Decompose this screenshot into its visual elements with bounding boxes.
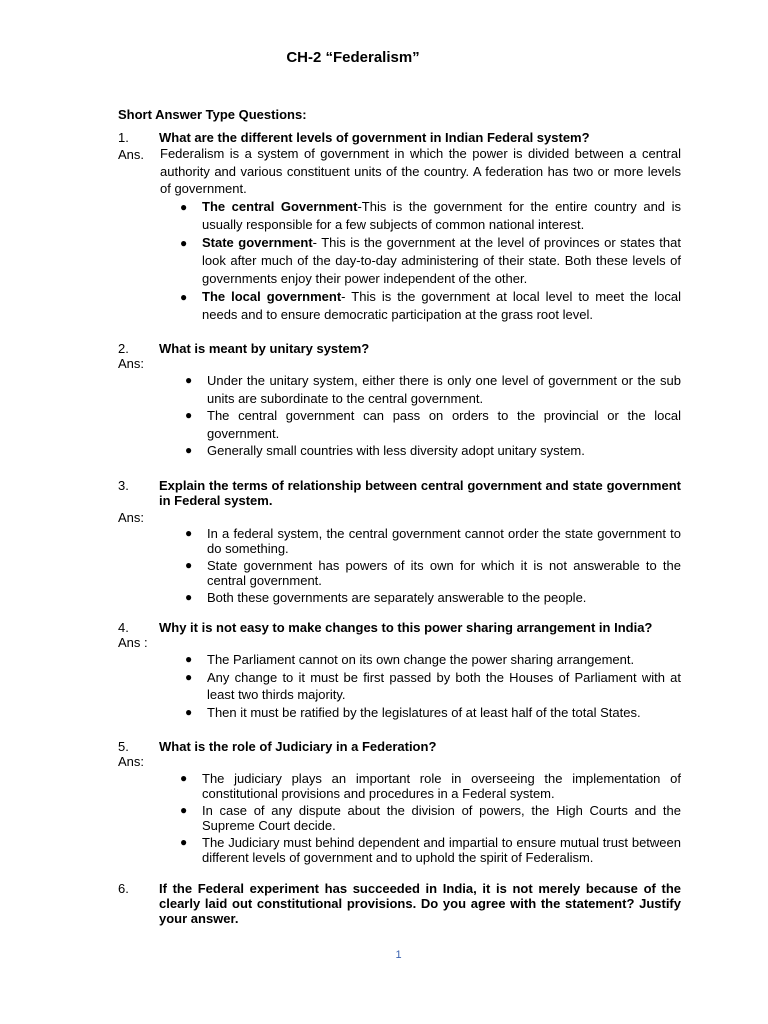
- question-text: What are the different levels of government in Indian Federal system?: [159, 130, 590, 145]
- bullet-icon: ●: [185, 652, 193, 666]
- question-6: [118, 881, 681, 926]
- page-number: 1: [395, 949, 402, 961]
- list-item: ● The judiciary plays an important role in overseeing the implementation of constitutional provisions and procedures in a Federal system.: [180, 771, 681, 801]
- bullet-icon: ●: [185, 558, 193, 572]
- question-text: If the Federal experiment has succeeded in India, it is not merely because of the clearly laid out constitutional provisions. Do you agree with the statement? Justify your answer.: [159, 881, 681, 926]
- list-item: ● Then it must be ratified by the legislatures of at least half of the total States.: [185, 704, 641, 720]
- question-number: 4.: [118, 620, 129, 635]
- question-5: [118, 739, 681, 754]
- bullet-icon: ●: [185, 408, 193, 422]
- answer-label: Ans:: [118, 754, 145, 769]
- list-item: ● The central government can pass on orders to the provincial or the local government.: [185, 408, 681, 441]
- answer-5-list: [180, 771, 681, 865]
- question-1: [118, 130, 681, 145]
- bullet-icon: ●: [185, 590, 193, 604]
- bullet-icon: ●: [180, 236, 188, 250]
- bullet-icon: ●: [180, 771, 188, 785]
- answer-3-list: [185, 526, 681, 605]
- answer-4-list: [185, 651, 681, 721]
- answer-label: Ans.: [118, 147, 145, 162]
- bullet-icon: ●: [185, 526, 193, 540]
- question-text: Explain the terms of relationship between central government and state government in Federal system.: [159, 478, 681, 508]
- list-item: ● In case of any dispute about the division of powers, the High Courts and the Supreme Court decide.: [180, 803, 681, 833]
- bullet-icon: ●: [185, 669, 193, 684]
- list-item: ● Under the unitary system, either there is only one level of government or the sub units are subordinate to the central government.: [185, 373, 681, 406]
- question-text: What is meant by unitary system?: [159, 341, 370, 356]
- bullet-icon: ●: [180, 803, 188, 817]
- list-item: ● State government has powers of its own for which it is not answerable to the central government.: [185, 558, 681, 588]
- question-number: 6.: [118, 881, 129, 896]
- question-number: 2.: [118, 341, 129, 356]
- page-title: CH-2 “Federalism”: [286, 49, 420, 66]
- list-item: ● The central Government-This is the government for the entire country and is usually responsible for a few subjects of common national interest.: [180, 199, 681, 232]
- question-number: 5.: [118, 739, 129, 754]
- answer-1-list: [180, 198, 681, 324]
- question-4: [118, 620, 681, 635]
- bullet-icon: ●: [185, 443, 193, 457]
- list-item: ● The local government- This is the government at local level to meet the local needs and to ensure democratic participation at the grass root level.: [180, 289, 681, 322]
- list-item: ● In a federal system, the central government cannot order the state government to do something.: [185, 526, 681, 556]
- answer-label: Ans:: [118, 356, 145, 371]
- bullet-icon: ●: [185, 373, 193, 387]
- bullet-icon: ●: [185, 704, 193, 719]
- section-heading: Short Answer Type Questions:: [118, 107, 307, 122]
- question-number: 3.: [118, 478, 129, 493]
- list-item: ● The Judiciary must behind dependent and impartial to ensure mutual trust between different levels of government and to uphold the spirit of Federalism.: [180, 835, 681, 865]
- list-item: ● The Parliament cannot on its own change the power sharing arrangement.: [185, 652, 635, 667]
- question-text: What is the role of Judiciary in a Federation?: [159, 739, 437, 754]
- question-number: 1.: [118, 130, 129, 145]
- question-2: [118, 341, 681, 356]
- bullet-icon: ●: [180, 290, 188, 304]
- question-text: Why it is not easy to make changes to this power sharing arrangement in India?: [159, 620, 653, 635]
- list-item: ● Any change to it must be first passed by both the Houses of Parliament with at least two thirds majority.: [185, 669, 681, 702]
- answer-2-list: [185, 372, 681, 460]
- bullet-icon: ●: [180, 200, 188, 214]
- list-item: ● Generally small countries with less diversity adopt unitary system.: [185, 443, 585, 458]
- bullet-icon: ●: [180, 835, 188, 849]
- answer-intro: Federalism is a system of government in which the power is divided between a central authority and various constituent units of the country. A federation has two or more levels of government.: [160, 146, 681, 196]
- answer-label: Ans:: [118, 510, 145, 525]
- question-3: [118, 478, 681, 508]
- list-item: ● Both these governments are separately answerable to the people.: [185, 590, 587, 605]
- answer-label: Ans :: [118, 635, 148, 650]
- list-item: ● State government- This is the government at the level of provinces or states that look after much of the day-to-day administering of their state. Both these levels of governments enjoy their power independent of the other.: [180, 235, 681, 286]
